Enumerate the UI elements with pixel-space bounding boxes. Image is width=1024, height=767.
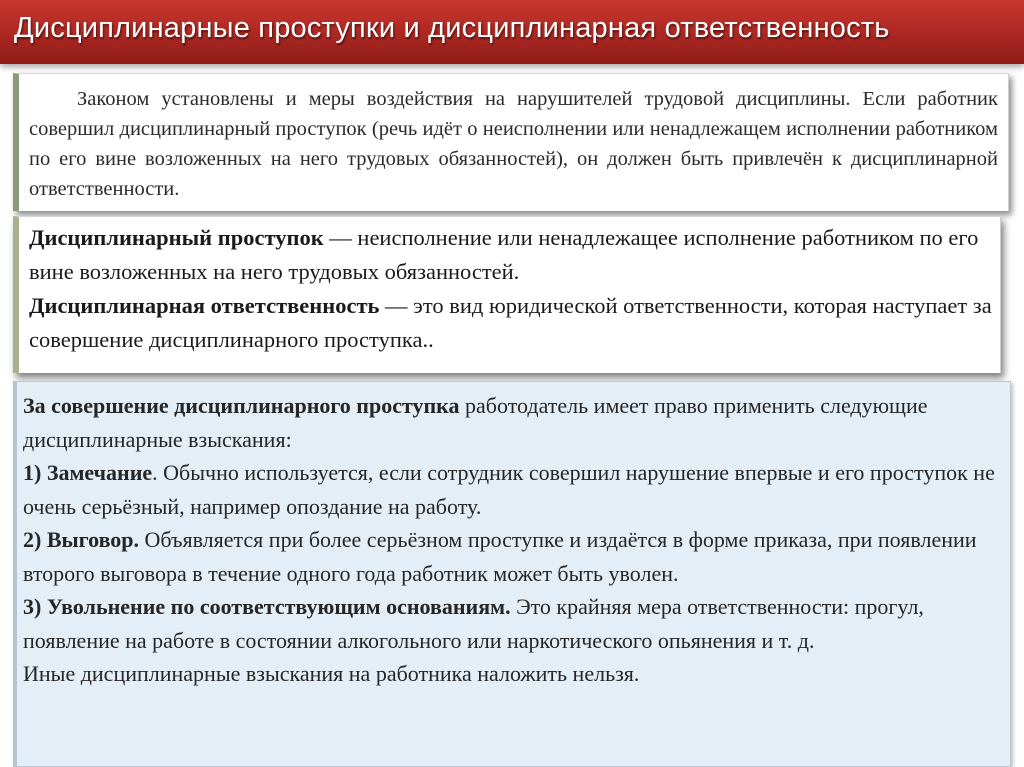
penalties-closing: Иные дисциплинарные взыскания на работника наложить нельзя. (23, 661, 640, 686)
penalty-text: Объявляется при более серьёзном проступке и издаётся в форме приказа, при появлении второго выговора в течение одного года работник может быть уволен. (23, 527, 977, 586)
penalty-item (23, 456, 1000, 523)
definition-text: — это вид юридической ответственности, которая наступает за совершение дисциплинарного проступка.. (29, 293, 992, 352)
penalty-heading: 1) Замечание (23, 460, 153, 485)
slide-title: Дисциплинарные проступки и дисциплинарная ответственность (14, 12, 890, 44)
penalty-text: Это крайняя мера ответственности: прогул, появление на работе в состоянии алкогольного или наркотического опьянения и т. д. (23, 594, 924, 653)
penalty-heading: 2) Выговор. (23, 527, 140, 552)
intro-text: Законом установлены и меры воздействия на нарушителей трудовой дисциплины. Если работник совершил дисциплинарный проступок (речь идёт о неисполнении или ненадлежащем исполнении работником по его вине возложенных на него трудовых обязанностей), он должен быть привлечён к дисциплинарной ответственности. (29, 88, 998, 200)
penalty-text: . Обычно используется, если сотрудник совершил нарушение впервые и его проступок не очень серьёзный, например опоздание на работу. (23, 460, 995, 519)
penalties-lead (23, 389, 1000, 456)
definition-item (29, 221, 992, 289)
penalty-item (23, 590, 1000, 657)
definition-text: — неисполнение или ненадлежащее исполнение работником по его вине возложенных на него трудовых обязанностей. (29, 225, 979, 284)
penalty-heading: 3) Увольнение по соответствующим основаниям. (23, 594, 511, 619)
penalties-lead-text: работодатель имеет право применить следующие дисциплинарные взыскания: (23, 393, 928, 452)
definition-term: Дисциплинарная ответственность (29, 293, 380, 318)
penalties-box (13, 381, 1011, 767)
title-bar (0, 0, 1024, 64)
definition-item (29, 289, 992, 357)
penalty-item (23, 523, 1000, 590)
intro-box (13, 73, 1009, 211)
definition-term: Дисциплинарный проступок (29, 225, 324, 250)
penalties-lead-bold: За совершение дисциплинарного проступка (23, 393, 460, 418)
definitions-box (13, 216, 1001, 373)
